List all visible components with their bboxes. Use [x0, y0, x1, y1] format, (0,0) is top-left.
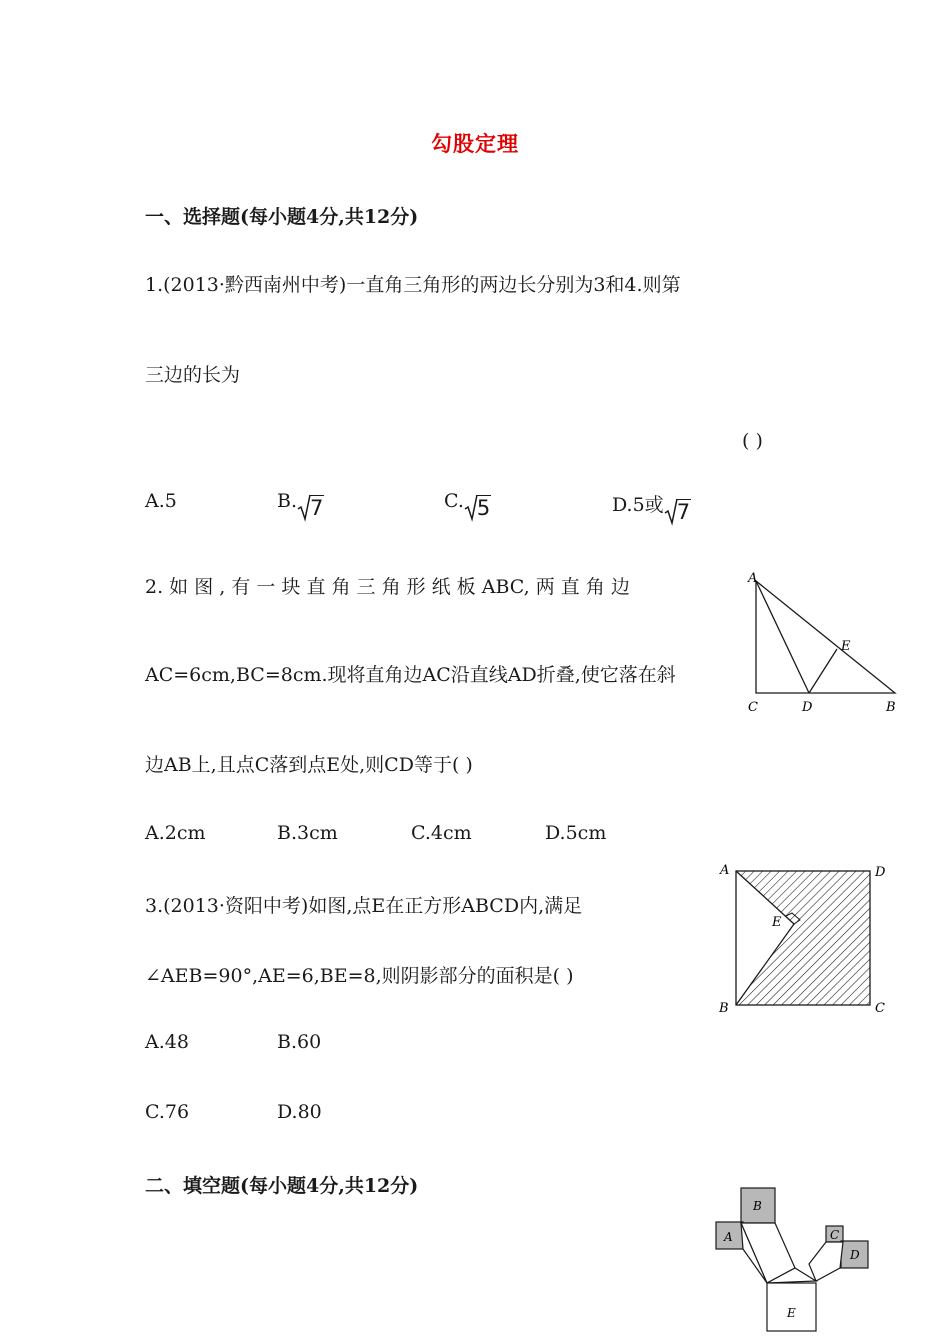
q2-option-d: D.5cm — [545, 822, 607, 844]
shaded-region — [736, 871, 870, 1005]
label-d: D — [802, 700, 813, 715]
q1-text-line2: 三边的长为 — [145, 364, 241, 386]
q1-text-line1: 1.(2013·黔西南州中考)一直角三角形的两边长分别为3和4.则第 — [145, 274, 681, 296]
label-d: D — [850, 1248, 860, 1262]
label-b: B — [719, 1001, 729, 1016]
label-a: A — [748, 571, 758, 586]
label-b: B — [886, 700, 896, 715]
q1-option-d: D.5或 7 — [612, 494, 691, 524]
q2-option-b: B.3cm — [277, 822, 338, 844]
label-e: E — [772, 915, 782, 930]
pythagoras-squares-figure — [712, 1184, 874, 1336]
q3-option-a: A.48 — [145, 1031, 189, 1053]
q3-text-line2: ∠AEB=90°,AE=6,BE=8,则阴影部分的面积是( ) — [145, 965, 574, 987]
q3-option-c: C.76 — [145, 1101, 190, 1123]
page-title: 勾股定理 — [431, 131, 519, 156]
square-right-middle — [809, 1242, 843, 1281]
q2-triangle-figure — [740, 566, 910, 718]
label-c: C — [748, 700, 758, 715]
label-a: A — [720, 863, 730, 878]
q1-answer-paren: ( ) — [742, 430, 763, 452]
q1-option-b: B. 7 — [277, 490, 324, 520]
segment-de — [809, 649, 837, 693]
q3-option-b: B.60 — [277, 1031, 322, 1053]
sqrt-symbol: 5 — [464, 496, 491, 520]
q2-text-line1: 2. 如 图 , 有 一 块 直 角 三 角 形 纸 板 ABC, 两 直 角 边 — [145, 576, 630, 598]
q3-square-figure — [716, 858, 896, 1018]
q3-text-line1: 3.(2013·资阳中考)如图,点E在正方形ABCD内,满足 — [145, 895, 583, 917]
fold-line-ad — [756, 581, 809, 693]
sqrt-symbol: 7 — [664, 500, 691, 524]
label-e: E — [787, 1306, 796, 1320]
q2-text-line3: 边AB上,且点C落到点E处,则CD等于( ) — [145, 754, 473, 776]
section-heading-choice: 一、选择题(每小题4分,共12分) — [145, 206, 419, 228]
section-heading-fill: 二、填空题(每小题4分,共12分) — [145, 1175, 419, 1197]
q3-option-d: D.80 — [277, 1101, 322, 1123]
q1-option-c: C. 5 — [444, 490, 491, 520]
triangle-abc — [756, 581, 895, 693]
label-c: C — [830, 1228, 840, 1242]
label-a: A — [724, 1230, 733, 1244]
label-c: C — [875, 1001, 885, 1016]
sqrt-symbol: 7 — [297, 496, 324, 520]
label-b: B — [753, 1199, 762, 1213]
q1-option-a: A.5 — [145, 490, 177, 512]
q2-option-a: A.2cm — [145, 822, 206, 844]
label-e: E — [841, 639, 851, 654]
q2-option-c: C.4cm — [411, 822, 472, 844]
label-d: D — [875, 865, 886, 880]
q2-text-line2: AC=6cm,BC=8cm.现将直角边AC沿直线AD折叠,使它落在斜 — [145, 664, 676, 686]
